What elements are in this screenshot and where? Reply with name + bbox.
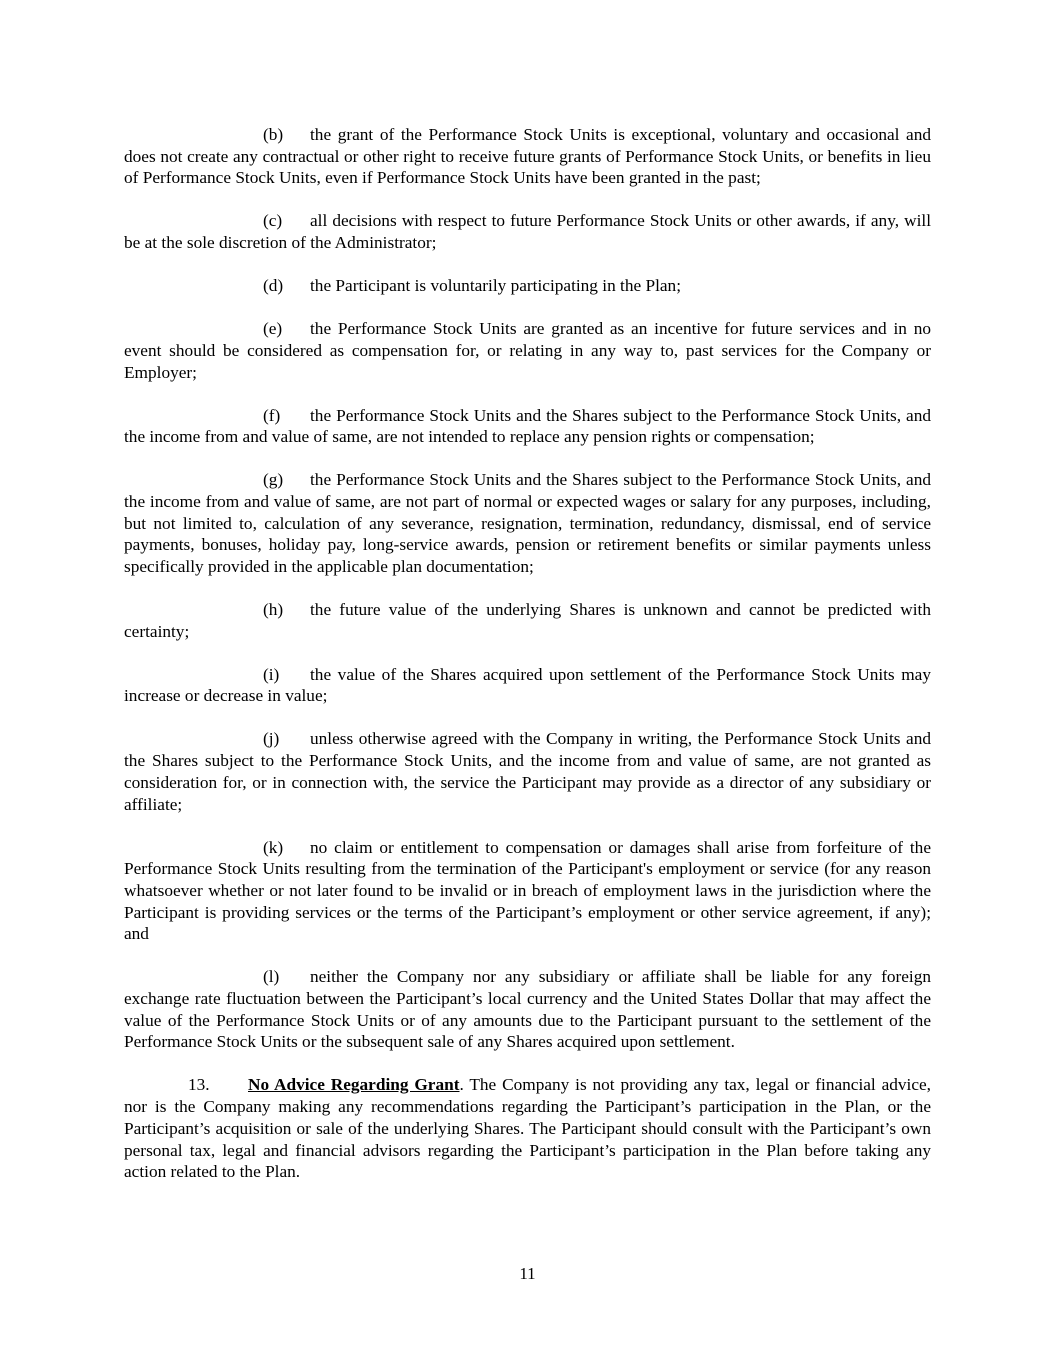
subclause-text: all decisions with respect to future Performance Stock Units or other awards, if any, will be at the sole discretion of the Administrator; xyxy=(124,211,931,253)
subclause-marker: (b) xyxy=(263,125,284,144)
subclause-marker: (d) xyxy=(263,276,284,296)
subclause-l xyxy=(124,966,931,1053)
subclause-marker: (i) xyxy=(263,664,280,684)
subclause-marker: (f) xyxy=(263,405,281,425)
subclause-f xyxy=(124,405,931,448)
section-13 xyxy=(124,1074,931,1183)
subclause-text: the grant of the Performance Stock Units is exceptional, voluntary and occasional and does not create any contractual or other right to receive future grants of Performance Stock Units, or benefits in lieu of Performance Stock Units, even if Performance Stock Units have been granted in the past; xyxy=(124,125,931,188)
section-number: 13. xyxy=(188,1075,210,1095)
subclause-c xyxy=(124,210,931,253)
subclause-marker: (g) xyxy=(263,470,284,490)
subclause-marker: (h) xyxy=(263,600,284,620)
subclause-e xyxy=(124,318,931,383)
subclause-marker: (j) xyxy=(263,729,280,749)
subclause-j xyxy=(124,728,931,815)
subclause-b xyxy=(124,124,931,189)
subclause-h xyxy=(124,599,931,642)
subclause-text: the Performance Stock Units and the Shares subject to the Performance Stock Units, and the income from and value of same, are not intended to replace any pension rights or compensation; xyxy=(124,405,931,447)
page-number: 11 xyxy=(519,1264,536,1283)
subclause-k xyxy=(124,837,931,946)
subclause-text: the Performance Stock Units and the Shares subject to the Performance Stock Units, and the income from and value of same, are not part of normal or expected wages or salary for any purposes, including, but not limited to, calculation of any severance, resignation, termination, redundancy, dismissal, end of service payments, bonuses, holiday pay, long-service awards, pension or retirement benefits or similar payments unless specifically provided in the applicable plan documentation; xyxy=(124,470,931,577)
subclause-marker: (l) xyxy=(263,967,280,987)
section-heading: No Advice Regarding Grant xyxy=(248,1075,460,1095)
subclause-text: unless otherwise agreed with the Company in writing, the Performance Stock Units and the Shares subject to the Performance Stock Units, and the income from and value of same, are not granted as consideration for, or in connection with, the service the Participant may provide as a director of any subsidiary or affiliate; xyxy=(124,729,931,814)
subclause-text: no claim or entitlement to compensation or damages shall arise from forfeiture of the Performance Stock Units resulting from the termination of the Participant's employment or service (for any reason whatsoever whether or not later found to be invalid or in breach of employment laws in the jurisdiction where the Participant is providing services or the terms of the Participant’s employment or other service agreement, if any); and xyxy=(124,837,931,944)
subclause-marker: (k) xyxy=(263,837,284,857)
subclause-i xyxy=(124,664,931,707)
subclause-text: the value of the Shares acquired upon settlement of the Performance Stock Units may increase or decrease in value; xyxy=(124,664,931,706)
subclause-text: the future value of the underlying Shares is unknown and cannot be predicted with certainty; xyxy=(124,600,931,641)
subclause-text: neither the Company nor any subsidiary or affiliate shall be liable for any foreign exchange rate fluctuation between the Participant’s local currency and the United States Dollar that may affect the value of the Performance Stock Units or of any amounts due to the Participant pursuant to the settlement of the Performance Stock Units or the subsequent sale of any Shares acquired upon settlement. xyxy=(124,967,931,1052)
document-page xyxy=(124,124,931,1204)
subclause-text: the Participant is voluntarily participating in the Plan; xyxy=(310,276,681,296)
subclause-marker: (e) xyxy=(263,319,283,339)
subclause-g xyxy=(124,469,931,578)
subclause-text: the Performance Stock Units are granted as an incentive for future services and in no event should be considered as compensation for, or relating in any way to, past services for the Company or Employer; xyxy=(124,319,931,382)
section-text: . The Company is not providing any tax, legal or financial advice, nor is the Company making any recommendations regarding the Participant’s participation in the Plan, or the Participant’s acquisition or sale of the underlying Shares. The Participant should consult with the Participant’s own personal tax, legal and financial advisors regarding the Participant’s participation in the Plan before taking any action related to the Plan. xyxy=(124,1075,932,1182)
subclause-d xyxy=(124,275,931,297)
subclause-marker: (c) xyxy=(263,211,283,231)
